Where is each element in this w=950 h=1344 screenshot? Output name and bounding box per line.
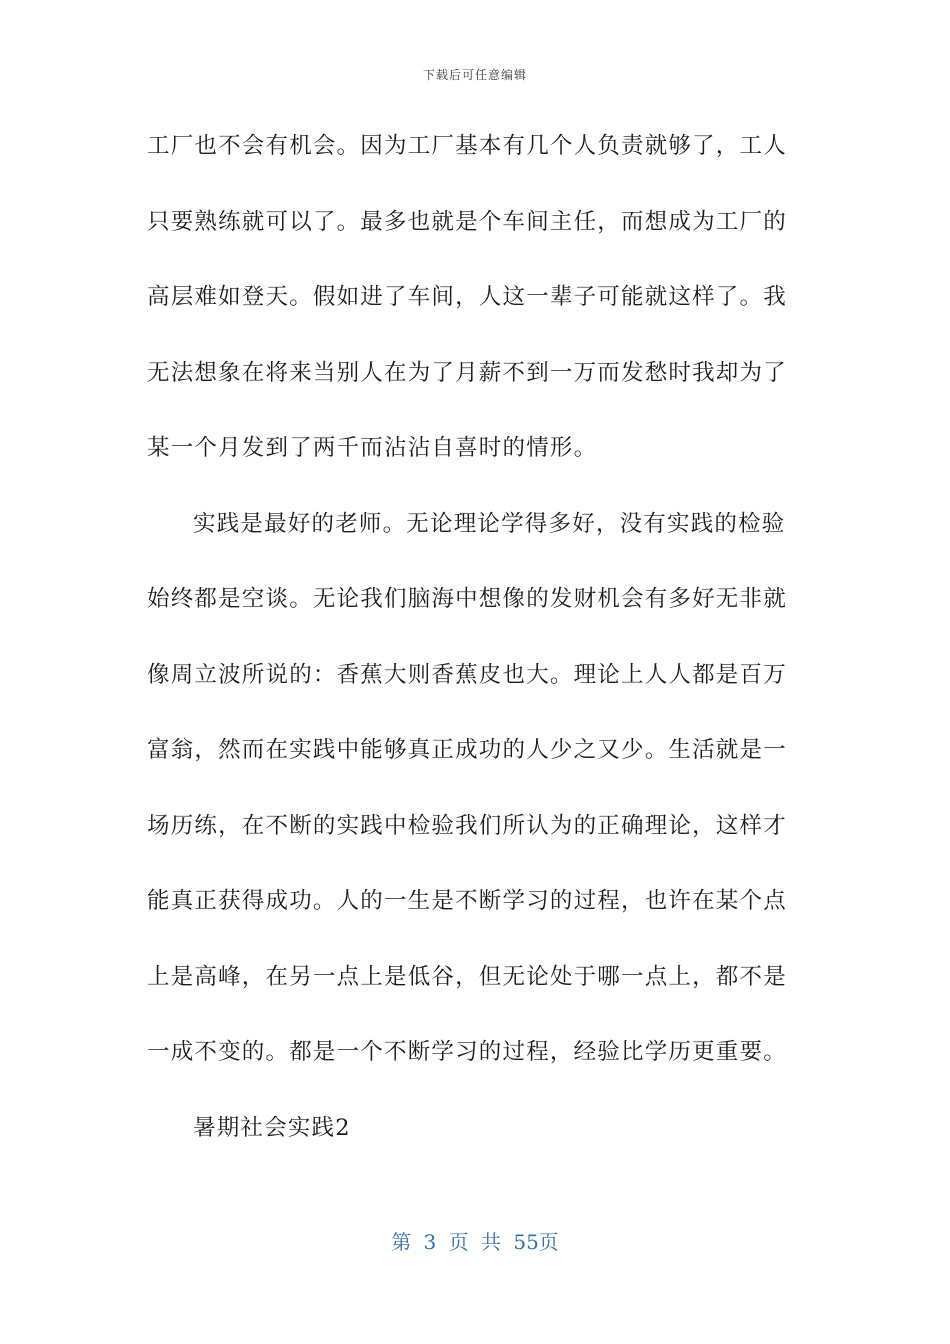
text-line: 场历练，在不断的实践中检验我们所认为的正确理论，这样才 — [147, 812, 787, 839]
document-body — [147, 120, 797, 1177]
page-number-footer: 第 3 页 共 55页 — [391, 1230, 559, 1254]
text-line: 能真正获得成功。人的一生是不断学习的过程，也许在某个点 — [147, 888, 787, 914]
text-line: 上是高峰，在另一点上是低谷，但无论处于哪一点上，都不是 — [147, 963, 787, 990]
section-heading: 暑期社会实践2 — [193, 1114, 351, 1141]
text-line: 富翁，然而在实践中能够真正成功的人少之又少。生活就是一 — [147, 737, 787, 763]
text-line: 无法想象在将来当别人在为了月薪不到一万而发愁时我却为了 — [147, 359, 787, 386]
text-line: 始终都是空谈。无论我们脑海中想像的发财机会有多好无非就 — [147, 586, 787, 612]
page-header-note: 下载后可任意编辑 — [422, 68, 527, 82]
paragraph-first-line: 实践是最好的老师。无论理论学得多好，没有实践的检验 — [193, 510, 786, 537]
text-line: 一成不变的。都是一个不断学习的过程，经验比学历更重要。 — [147, 1039, 787, 1065]
text-line: 像周立波所说的：香蕉大则香蕉皮也大。理论上人人都是百万 — [147, 661, 787, 688]
text-line: 只要熟练就可以了。最多也就是个车间主任，而想成为工厂的 — [147, 208, 787, 235]
text-line: 工厂也不会有机会。因为工厂基本有几个人负责就够了，工人 — [147, 133, 787, 159]
text-line: 某一个月发到了两千而沾沾自喜时的情形。 — [147, 435, 598, 461]
text-line: 高层难如登天。假如进了车间，人这一辈子可能就这样了。我 — [147, 284, 787, 310]
